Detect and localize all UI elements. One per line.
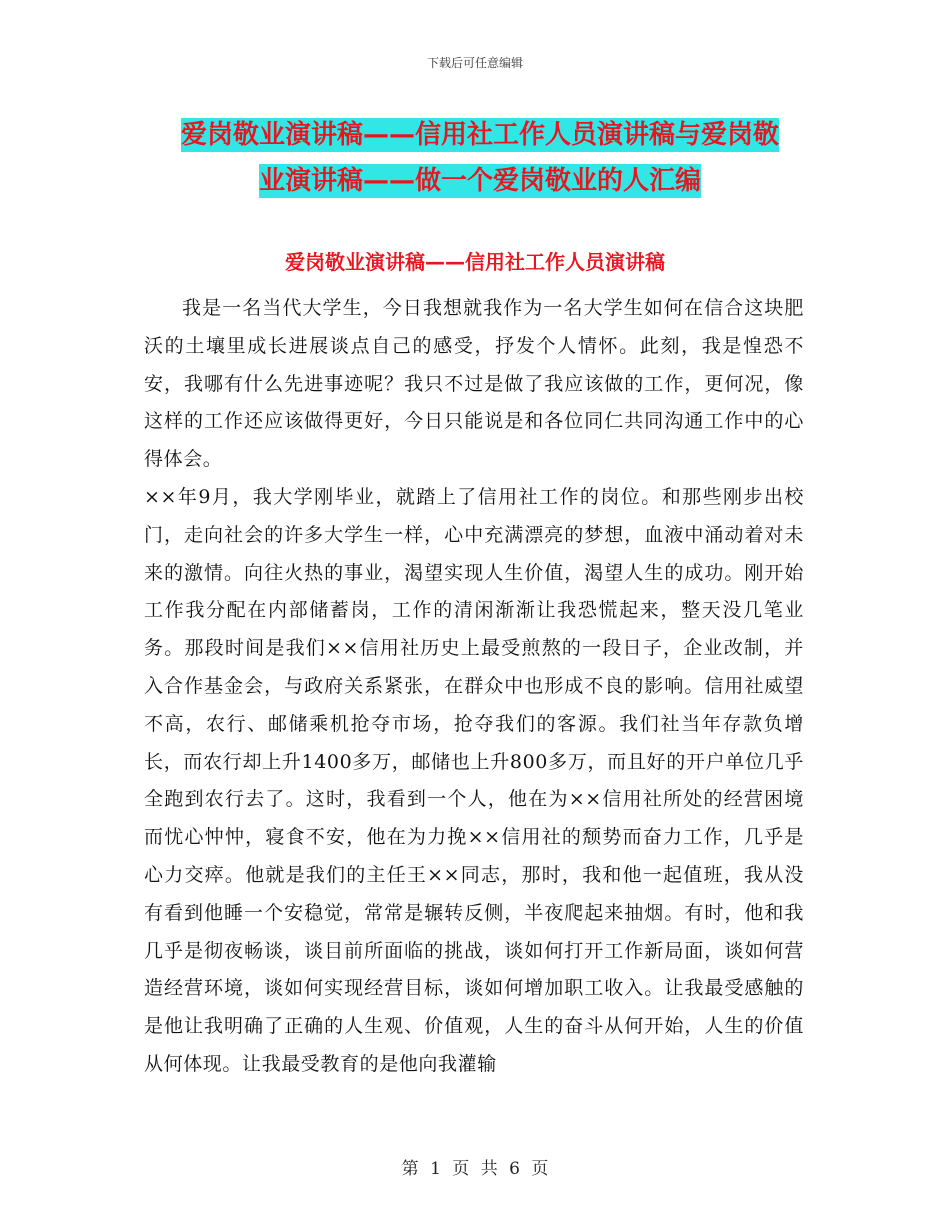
section-title: 爱岗敬业演讲稿——信用社工作人员演讲稿 bbox=[285, 250, 665, 274]
body-text bbox=[144, 290, 804, 1084]
document-title bbox=[140, 112, 820, 204]
header-note: 下载后可任意编辑 bbox=[426, 56, 523, 70]
page-number: 第 1 页 共 6 页 bbox=[401, 1159, 549, 1179]
document-title-line-1: 爱岗敬业演讲稿——信用社工作人员演讲稿与爱岗敬 bbox=[180, 120, 779, 150]
paragraph: 我是一名当代大学生，今日我想就我作为一名大学生如何在信合这块肥沃的土壤里成长进展谈点自己的感受，抒发个人情怀。此刻，我是惶恐不安，我哪有什么先进事迹呢？我只不过是做了我应该做的工作，更何况，像这样的工作还应该做得更好，今日只能说是和各位同仁共同沟通工作中的心得体会。 bbox=[144, 297, 804, 471]
paragraph: ××年9月，我大学刚毕业，就踏上了信用社工作的岗位。和那些刚步出校门，走向社会的许多大学生一样，心中充满漂亮的梦想，血液中涌动着对未来的激情。向往火热的事业，渴望实现人生价值，渴望人生的成功。刚开始工作我分配在内部储蓄岗，工作的清闲渐渐让我恐慌起来，整天没几笔业务。那段时间是我们××信用社历史上最受煎熬的一段日子，企业改制，并入合作基金会，与政府关系紧张，在群众中也形成不良的影响。信用社威望不高，农行、邮储乘机抢夺市场，抢夺我们的客源。我们社当年存款负增长，而农行却上升1400多万，邮储也上升800多万，而且好的开户单位几乎全跑到农行去了。这时，我看到一个人，他在为××信用社所处的经营困境而忧心忡忡，寝食不安，他在为力挽××信用社的颓势而奋力工作，几乎是心力交瘁。他就是我们的主任王××同志，那时，我和他一起值班，我从没有看到他睡一个安稳觉，常常是辗转反侧，半夜爬起来抽烟。有时，他和我几乎是彻夜畅谈，谈目前所面临的挑战，谈如何打开工作新局面，谈如何营造经营环境，谈如何实现经营目标，谈如何增加职工收入。让我最受感触的是他让我明确了正确的人生观、价值观，人生的奋斗从何开始，人生的价值从何体现。让我最受教育的是他向我灌输 bbox=[144, 485, 804, 1075]
document-title-line-2: 业演讲稿——做一个爱岗敬业的人汇编 bbox=[258, 166, 701, 196]
